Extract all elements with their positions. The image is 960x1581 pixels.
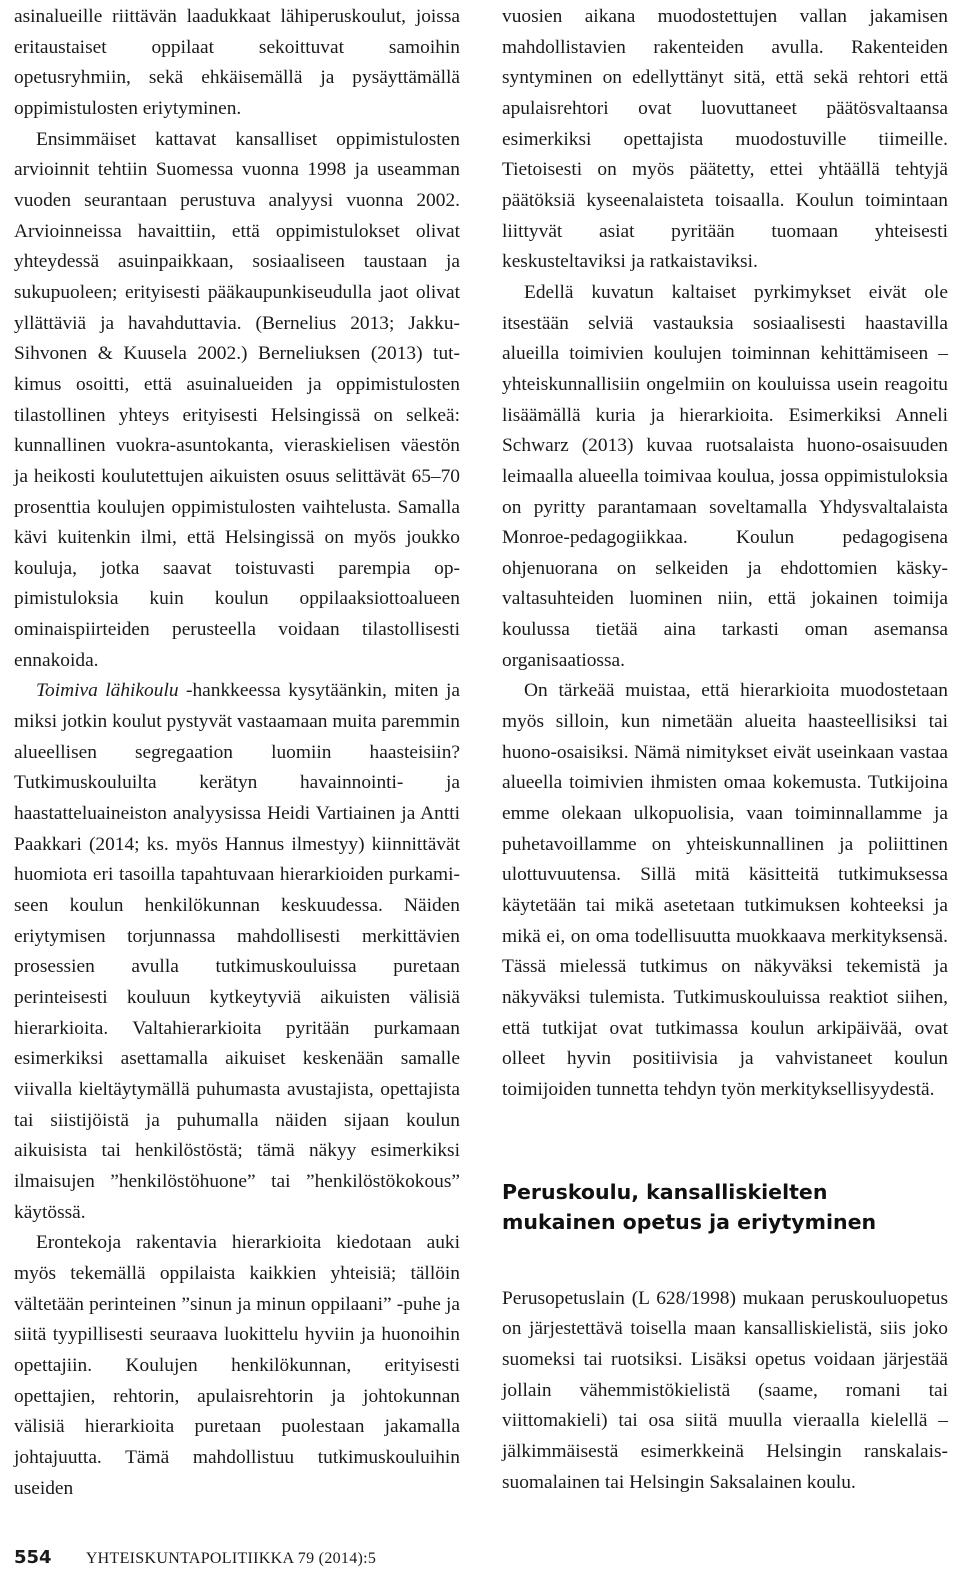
page-footer <box>14 1546 376 1571</box>
right-column <box>502 2 948 1498</box>
paragraph: asinalueille riittävän laadukkaat lähiperuskoulut, joissa eritaustaiset oppilaat sekoittuvat samoihin opetusryhmiin, sekä ehkäisemällä ja pysäyttämällä oppimistulosten eriytyminen. <box>14 6 460 119</box>
paragraph <box>14 676 460 1228</box>
section-heading: Peruskoulu, kansalliskielten mukainen opetus ja eriytyminen <box>502 1179 877 1234</box>
paragraph: On tärkeää muistaa, että hierarkioita muodostetaan myös silloin, kun nimetään alueita haasteellisiksi tai huono-osaisiksi. Nämä nimitykset eivät useinkaan vastaa alueella toimivien ihmisten omaa kokemusta. Tutkijoina emme olekaan ulkopuolisia, vaan toiminnallamme ja puhetavoillamme on yhteiskunnallinen ja poliittinen ulottuvuutensa. Sillä mitä käsitteitä tutkimuksessa käytetään tai mikä asetetaan tutkimuksen kohteeksi ja mikä ei, on oma todellisuutta muokkaava merkityksensä. Tässä mielessä tutkimus on näkyväksi tekemistä ja näkyväksi tulemista. Tutkimuskouluissa reaktiot siihen, että tutkijat ovat tutkimassa koulun arkipäivää, ovat olleet hyvin positiivisia ja vahvistaneet koulun toimijoiden tunnetta tehdyn työn merkityksellisyydestä. <box>502 680 948 1100</box>
project-name: Toimiva lähikoulu <box>36 680 179 702</box>
journal-citation: YHTEISKUNTAPOLITIIKKA 79 (2014):5 <box>85 1550 377 1567</box>
paragraph: Erontekoja rakentavia hierarkioita kiedotaan auki myös tekemällä oppilaista kaikkien yhteisiä; tällöin vältetään perinteinen ”sinun ja minun oppilaani” -puhe ja siitä tyypillisesti seuraava luokittelu hyviin ja huonoihin opettajiin. Koulujen henkilökunnan, erityisesti opettajien, rehtorin, apulaisrehtorin ja johtokunnan välisiä hierarkioita puretaan puolestaan jakamalla johtajuutta. Tämä mahdollistuu tutkimuskouluihin useiden <box>14 1232 460 1499</box>
paragraph: Ensimmäiset kattavat kansalliset oppimistulosten arvioinnit tehtiin Suomessa vuonna 1998 ja useamman vuoden seurantaan perustuva analyysi vuonna 2002. Arvioinneissa havaittiin, että oppimistulokset olivat yhteydessä asuinpaikkaan, sosiaaliseen taustaan ja sukupuoleen; erityisesti pääkaupunkiseudulla jaot olivat yllättäviä ja havahduttavia. (Bernelius 2013; Jakku-Sihvonen & Kuusela 2002.) Berneliuksen (2013) tutkimus osoitti, että asuinalueiden ja oppimistulosten tilastollinen yhteys erityisesti Helsingissä on selkeä: kunnallinen vuokra-asuntokanta, vieraskielisen väestön ja heikosti koulutettujen aikuisten osuus selittävät 65–70 prosenttia koulujen oppimistulosten vaihtelusta. Samalla kävi kuitenkin ilmi, että Helsingissä on myös joukko kouluja, jotka saavat toistuvasti parempia oppimistuloksia kuin koulun oppilaaksiottoalueen ominaispiirteiden perusteella voidaan tilastollisesti ennakoida. <box>14 128 460 671</box>
paragraph: Edellä kuvatun kaltaiset pyrkimykset eivät ole itsestään selviä vastauksia sosiaalisesti haastavilla alueilla toimivien koulujen toiminnan kehittämiseen – yhteiskunnallisiin ongelmiin on kouluissa usein reagoitu lisäämällä kuria ja hierarkioita. Esimerkiksi Anneli Schwarz (2013) kuvaa ruotsalaista huono-osaisuuden leimaalla alueella toimivaa koulua, jossa oppimistuloksia on pyritty parantamaan soveltamalla Yhdysvaltalaista Monroe-pedagogiikkaa. Koulun pedagogisena ohjenuorana on selkeiden ja ehdottomien käskyvaltasuhteiden luominen niin, että jokainen toimija koulussa tietää aina tarkasti oman asemansa organisaatiossa. <box>502 281 948 671</box>
paragraph-text: -hankkeessa kysytäänkin, miten ja miksi jotkin koulut pystyvät vastaamaan muita paremmin alueellisen segregaation luomiin haasteisiin? Tutkimuskouluilta kerätyn havainnointi- ja haastatteluaineiston analyysissa Heidi Vartiainen ja Antti Paakkari (2014; ks. myös Hannus ilmestyy) kiinnittävät huomiota eri tasoilla tapahtuvaan hierarkioiden purkamiseen koulun henkilökunnan keskuudessa. Näiden eriytymisen torjunnassa mahdollisesti merkittävien prosessien avulla tutkimuskouluissa puretaan perinteisesti kouluun kytkeytyviä aikuisten välisiä hierarkioita. Valtahierarkioita pyritään purkamaan esimerkiksi asettamalla aikuiset keskenään samalle viivalla kieltäytymällä puhumasta avustajista, opettajista tai siistijöistä ja puhumalla näiden sijaan koulun aikuisista tai henkilöstöstä; tämä näkyy esimerkiksi ilmaisujen ”henkilöstöhuone” tai ”henkilöstökokous” käytössä. <box>14 680 460 1223</box>
left-column <box>14 2 460 1504</box>
paragraph: vuosien aikana muodostettujen vallan jakamisen mahdollistavien rakenteiden avulla. Rakenteiden syntyminen on edellyttänyt sitä, että sekä rehtori että apulaisrehtori ovat luovuttaneet päätösvaltaansa esimerkiksi opettajista muodostuville tiimeille. Tietoisesti on myös päätetty, ettei yhtäällä tehtyjä päätöksiä kyseenalaisteta toisaalla. Koulun toimintaan liittyvät asiat pyritään tuomaan yhteisesti keskusteltaviksi ja ratkaistaviksi. <box>502 6 948 273</box>
page-number: 554 <box>14 1547 52 1568</box>
paragraph: Perusopetuslain (L 628/1998) mukaan peruskouluopetus on järjestettävä toisella maan kansalliskielistä, siis joko suomeksi tai ruotsiksi. Lisäksi opetus voidaan järjestää jollain vähemmistökielistä (saame, romani tai viittomakieli) tai osa siitä muulla vieraalla kielellä – jälkimmäisestä esimerkkeinä Helsingin ranskalais-suomalainen tai Helsingin Saksalainen koulu. <box>502 1287 948 1493</box>
